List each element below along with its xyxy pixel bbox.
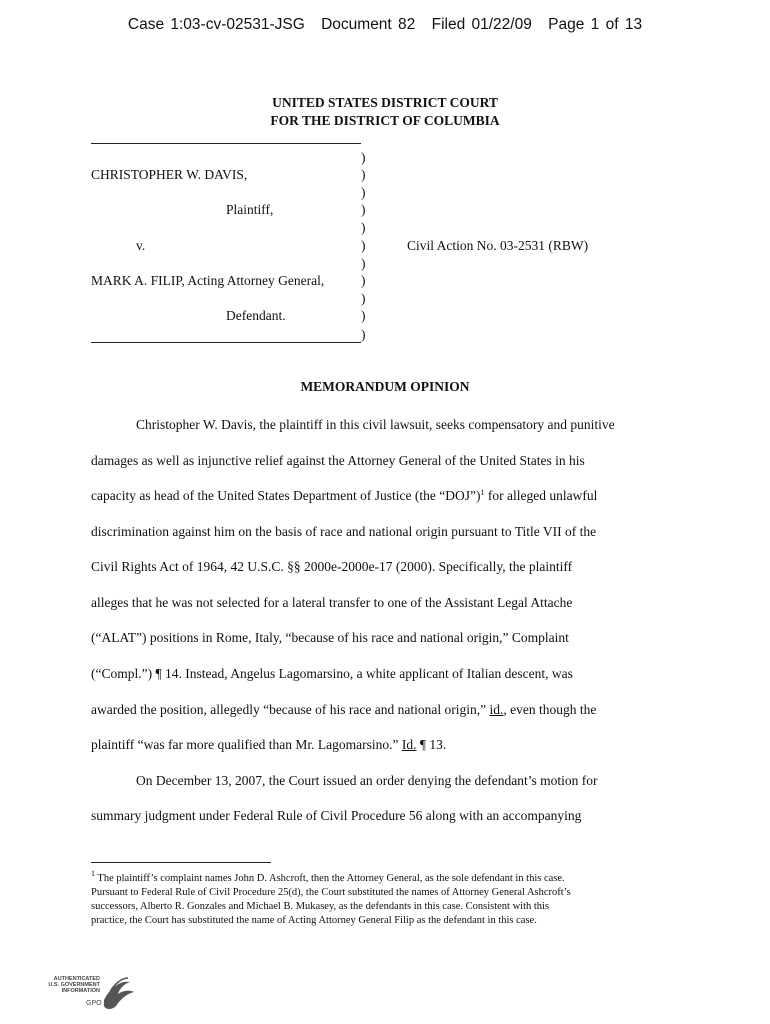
caption-paren: ): [361, 185, 366, 200]
filed-date: Filed 01/22/09: [431, 16, 532, 33]
caption-bottom-rule: [91, 342, 361, 343]
caption-paren: ): [361, 308, 366, 323]
body-line: damages as well as injunctive relief against the Attorney General of the United States in his: [91, 453, 585, 468]
caption-paren: ): [361, 327, 366, 342]
caption-paren: ): [361, 202, 366, 217]
caption-paren: ): [361, 238, 366, 253]
case-header: [0, 16, 770, 34]
body-line: (“ALAT”) positions in Rome, Italy, “because of his race and national origin,” Complaint: [91, 630, 569, 645]
footnote-separator: [91, 862, 271, 863]
caption-paren: ): [361, 273, 366, 288]
court-name: UNITED STATES DISTRICT COURT: [272, 95, 498, 110]
plaintiff-name: CHRISTOPHER W. DAVIS,: [91, 167, 248, 182]
page-indicator: Page 1 of 13: [548, 16, 643, 33]
footnote-line: $^1$ The plaintiff’s complaint names John D. Ashcroft, then the Attorney General, as the sole defendant in this case.: [91, 869, 565, 884]
footnote-marker: 1: [91, 869, 95, 878]
case-number: Case 1:03-cv-02531-JSG: [127, 16, 305, 33]
court-district: FOR THE DISTRICT OF COLUMBIA: [270, 113, 500, 128]
body-line: (“Compl.”) ¶ 14. Instead, Angelus Lagomarsino, a white applicant of Italian descent, was: [91, 666, 573, 681]
caption-paren: ): [361, 220, 366, 235]
defendant-name: MARK A. FILIP, Acting Attorney General,: [91, 273, 325, 288]
body-line: capacity as head of the United States Department of Justice (the “DOJ”)$^1$ for alleged unlawful: [91, 488, 598, 503]
gpo-logo: GPO: [86, 1000, 102, 1007]
footnote-line: practice, the Court has substituted the name of Acting Attorney General Filip as the defendant in this case.: [91, 915, 537, 926]
footnote-reference: 1: [480, 488, 485, 497]
footnote-line: Pursuant to Federal Rule of Civil Procedure 25(d), the Court substituted the names of Attorney General Ashcroft’s: [91, 887, 571, 898]
court-heading: [0, 94, 770, 130]
document-title: MEMORANDUM OPINION: [300, 379, 470, 394]
body-line: alleges that he was not selected for a lateral transfer to one of the Assistant Legal Attache: [91, 595, 573, 610]
citation-id: id.: [489, 702, 504, 717]
body-line: On December 13, 2007, the Court issued an order denying the defendant’s motion for: [136, 773, 598, 788]
footnote-line: successors, Alberto R. Gonzales and Michael B. Mukasey, as the defendants in this case. Consistent with this: [91, 901, 550, 912]
caption-paren: ): [361, 291, 366, 306]
body-line: Civil Rights Act of 1964, 42 U.S.C. §§ 2000e-2000e-17 (2000). Specifically, the plaintiff: [91, 559, 573, 574]
body-line: plaintiff “was far more qualified than Mr. Lagomarsino.” Id. ¶ 13.: [91, 737, 447, 752]
caption-paren: ): [361, 150, 366, 165]
civil-action-number: Civil Action No. 03-2531 (RBW): [407, 238, 589, 253]
body-line: awarded the position, allegedly “because of his race and national origin,” id., even though the: [91, 702, 597, 717]
authenticated-seal-text: AUTHENTICATED U.S. GOVERNMENT INFORMATION: [48, 976, 100, 995]
defendant-role: Defendant.: [226, 308, 286, 323]
body-line: Christopher W. Davis, the plaintiff in this civil lawsuit, seeks compensatory and punitive: [136, 417, 615, 432]
versus-label: v.: [136, 238, 146, 253]
plaintiff-role: Plaintiff,: [226, 202, 274, 217]
document-number: Document 82: [321, 16, 416, 33]
caption-top-rule: [91, 143, 361, 144]
caption-paren: ): [361, 256, 366, 271]
body-line: summary judgment under Federal Rule of Civil Procedure 56 along with an accompanying: [91, 808, 582, 823]
caption-paren: ): [361, 167, 366, 182]
body-line: discrimination against him on the basis of race and national origin pursuant to Title VII of the: [91, 524, 597, 539]
citation-id: Id.: [401, 737, 417, 752]
